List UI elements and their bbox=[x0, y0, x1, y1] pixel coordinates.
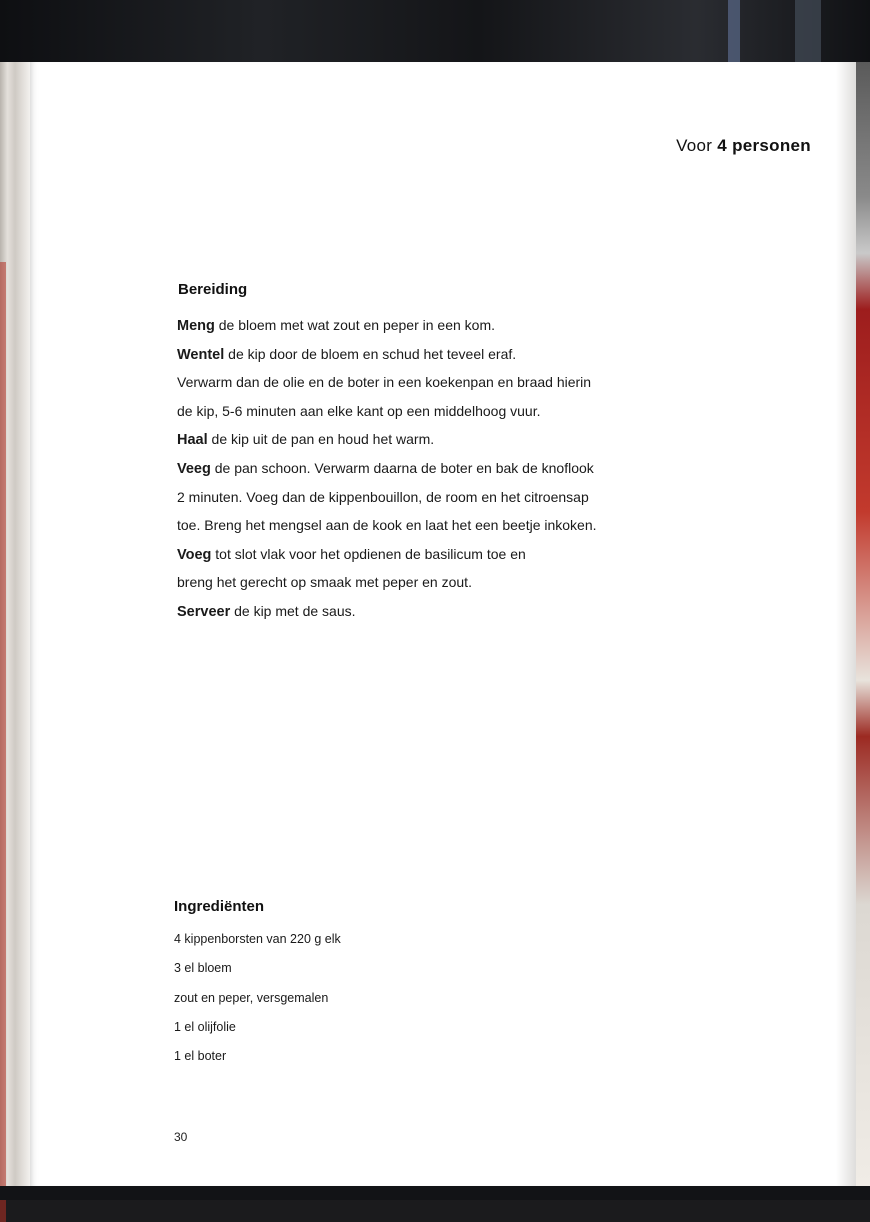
preparation-line bbox=[177, 454, 597, 483]
scan-glare bbox=[728, 0, 740, 62]
step-text: de kip door de bloem en schud het teveel eraf. bbox=[224, 345, 517, 362]
ingredient-item: 1 el boter bbox=[174, 1049, 227, 1064]
preparation-line bbox=[177, 368, 597, 397]
servings-prefix: Voor bbox=[676, 136, 713, 155]
preparation-line bbox=[177, 397, 597, 426]
ingredients-heading: Ingrediënten bbox=[174, 898, 265, 915]
servings-label bbox=[676, 136, 811, 156]
preparation-line bbox=[177, 425, 597, 454]
step-text: toe. Breng het mengsel aan de kook en laat het een beetje inkoken. bbox=[177, 517, 597, 534]
page-edge-left bbox=[0, 62, 30, 1186]
preparation-heading: Bereiding bbox=[178, 281, 248, 298]
step-verb: Voeg bbox=[177, 546, 212, 563]
step-verb: Haal bbox=[177, 432, 208, 449]
preparation-line bbox=[177, 311, 597, 340]
ingredient-item: 3 el bloem bbox=[174, 961, 232, 976]
step-verb: Wentel bbox=[177, 346, 225, 363]
scan-background-bottom bbox=[0, 1186, 870, 1200]
preparation-line bbox=[177, 568, 597, 597]
page-edge-color bbox=[0, 262, 6, 1222]
ingredient-item: 1 el olijfolie bbox=[174, 1019, 236, 1034]
ingredient-item: 4 kippenborsten van 220 g elk bbox=[174, 932, 341, 946]
step-text: tot slot vlak voor het opdienen de basilicum toe en bbox=[211, 545, 526, 562]
step-text: de bloem met wat zout en peper in een kom. bbox=[214, 317, 496, 333]
scan-background-top bbox=[0, 0, 870, 62]
preparation-steps bbox=[177, 311, 597, 626]
step-verb: Meng bbox=[177, 318, 215, 334]
step-text: 2 minuten. Voeg dan de kippenbouillon, de room en het citroensap bbox=[177, 488, 589, 505]
page-edge-right bbox=[856, 62, 870, 1186]
preparation-line bbox=[177, 511, 597, 540]
preparation-line bbox=[177, 483, 597, 512]
step-text: de kip, 5-6 minuten aan elke kant op een middelhoog vuur. bbox=[177, 402, 541, 419]
scan-glare bbox=[795, 0, 821, 62]
step-verb: Veeg bbox=[177, 460, 211, 477]
ingredients-list bbox=[174, 925, 341, 1071]
preparation-line bbox=[177, 340, 597, 369]
step-text: breng het gerecht op smaak met peper en zout. bbox=[177, 574, 472, 591]
step-verb: Serveer bbox=[177, 603, 231, 620]
servings-count: 4 personen bbox=[717, 136, 811, 155]
page-number: 30 bbox=[174, 1130, 188, 1144]
preparation-line bbox=[177, 597, 597, 626]
step-text: de kip uit de pan en houd het warm. bbox=[207, 431, 435, 448]
preparation-line bbox=[177, 540, 597, 569]
step-text: de kip met de saus. bbox=[230, 602, 356, 619]
step-text: Verwarm dan de olie en de boter in een koekenpan en braad hierin bbox=[177, 374, 592, 391]
page-gutter-shadow bbox=[836, 62, 856, 1186]
ingredient-item: zout en peper, versgemalen bbox=[174, 990, 329, 1005]
step-text: de pan schoon. Verwarm daarna de boter en bak de knoflook bbox=[210, 459, 594, 476]
